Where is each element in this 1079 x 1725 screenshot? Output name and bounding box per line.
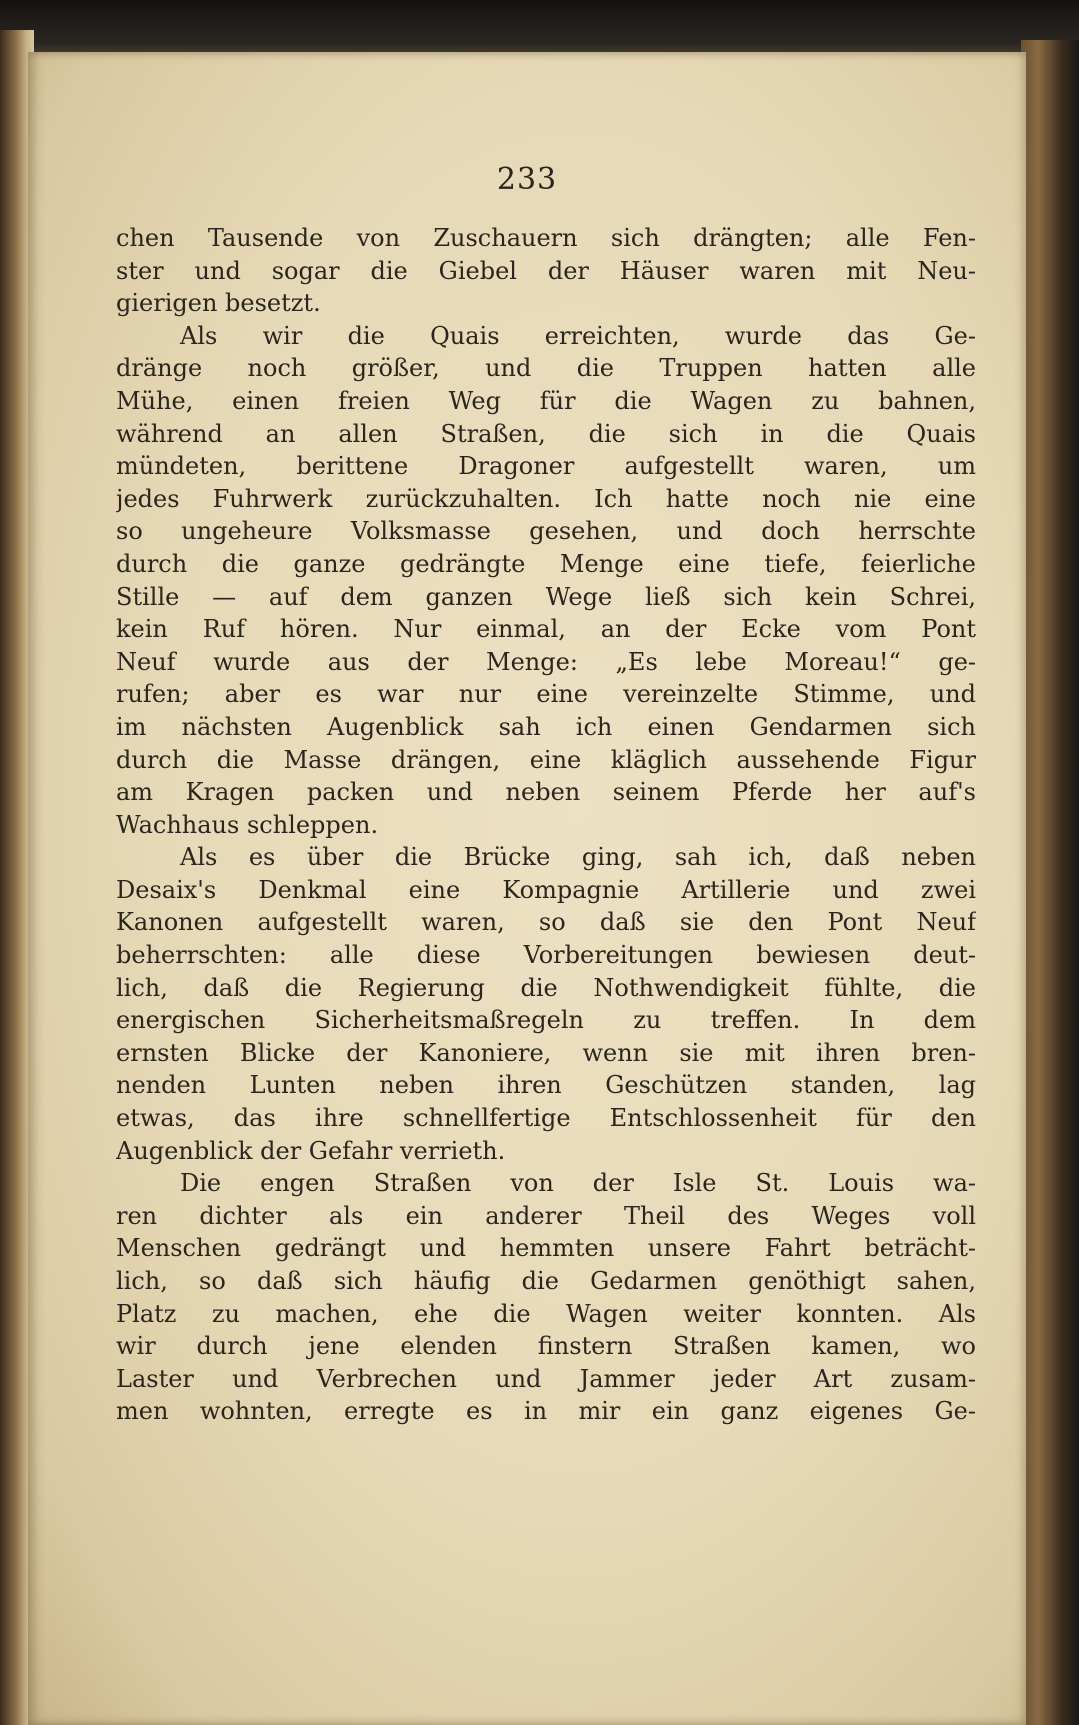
text-line: Stille — auf dem ganzen Wege ließ sich kein Schrei, — [116, 582, 976, 611]
text-line: Als wir die Quais erreichten, wurde das Ge- — [180, 321, 976, 350]
text-line: ernsten Blicke der Kanoniere, wenn sie mit ihren bren- — [116, 1038, 976, 1067]
text-line: im nächsten Augenblick sah ich einen Gendarmen sich — [116, 712, 976, 741]
text-line: dränge noch größer, und die Truppen hatten alle — [116, 354, 976, 383]
text-line: am Kragen packen und neben seinem Pferde her auf's — [116, 778, 976, 807]
page-number: 233 — [496, 162, 558, 197]
book-page — [28, 52, 1026, 1725]
text-line: kein Ruf hören. Nur einmal, an der Ecke vom Pont — [116, 615, 976, 644]
text-line: Die engen Straßen von der Isle St. Louis wa- — [180, 1169, 976, 1198]
text-line: Desaix's Denkmal eine Kompagnie Artillerie und zwei — [116, 875, 976, 904]
text-line: Menschen gedrängt und hemmten unsere Fahrt beträcht- — [116, 1234, 976, 1263]
text-line: Als es über die Brücke ging, sah ich, daß neben — [180, 843, 976, 872]
text-line: rufen; aber es war nur eine vereinzelte Stimme, und — [116, 680, 976, 709]
text-line: men wohnten, erregte es in mir ein ganz eigenes Ge- — [116, 1397, 976, 1426]
text-line: so ungeheure Volksmasse gesehen, und doch herrschte — [116, 517, 976, 546]
text-line: Mühe, einen freien Weg für die Wagen zu bahnen, — [116, 386, 976, 415]
body-text — [116, 222, 976, 1428]
text-line: während an allen Straßen, die sich in die Quais — [116, 419, 976, 448]
text-line: beherrschten: alle diese Vorbereitungen bewiesen deut- — [116, 941, 976, 970]
text-line: ren dichter als ein anderer Theil des Weges voll — [116, 1201, 976, 1230]
text-line: Wachhaus schleppen. — [116, 810, 379, 839]
text-line: Augenblick der Gefahr verrieth. — [116, 1136, 506, 1165]
text-line: wir durch jene elenden finstern Straßen kamen, wo — [116, 1332, 976, 1361]
text-line: Platz zu machen, ehe die Wagen weiter konnten. Als — [116, 1299, 976, 1328]
text-line: lich, so daß sich häufig die Gedarmen genöthigt sahen, — [116, 1267, 976, 1295]
text-line: durch die Masse drängen, eine kläglich aussehende Figur — [116, 745, 976, 774]
text-line: chen Tausende von Zuschauern sich drängten; alle Fen- — [116, 224, 976, 252]
text-line: Neuf wurde aus der Menge: „Es lebe Moreau!“ ge- — [116, 647, 976, 676]
text-line: durch die ganze gedrängte Menge eine tiefe, feierliche — [116, 549, 976, 578]
text-line: energischen Sicherheitsmaßregeln zu treffen. In dem — [116, 1006, 976, 1035]
text-line: lich, daß die Regierung die Nothwendigkeit fühlte, die — [116, 973, 976, 1002]
text-line: Laster und Verbrechen und Jammer jeder Art zusam- — [116, 1364, 976, 1393]
text-line: Kanonen aufgestellt waren, so daß sie den Pont Neuf — [116, 908, 976, 937]
book-cover-right-edge — [1021, 40, 1079, 1725]
text-line: gierigen besetzt. — [116, 289, 321, 318]
text-line: ster und sogar die Giebel der Häuser waren mit Neu- — [116, 256, 976, 285]
text-line: mündeten, berittene Dragoner aufgestellt waren, um — [116, 452, 976, 481]
text-line: jedes Fuhrwerk zurückzuhalten. Ich hatte noch nie eine — [116, 484, 976, 513]
text-line: nenden Lunten neben ihren Geschützen standen, lag — [116, 1071, 976, 1100]
text-line: etwas, das ihre schnellfertige Entschlossenheit für den — [116, 1104, 976, 1133]
